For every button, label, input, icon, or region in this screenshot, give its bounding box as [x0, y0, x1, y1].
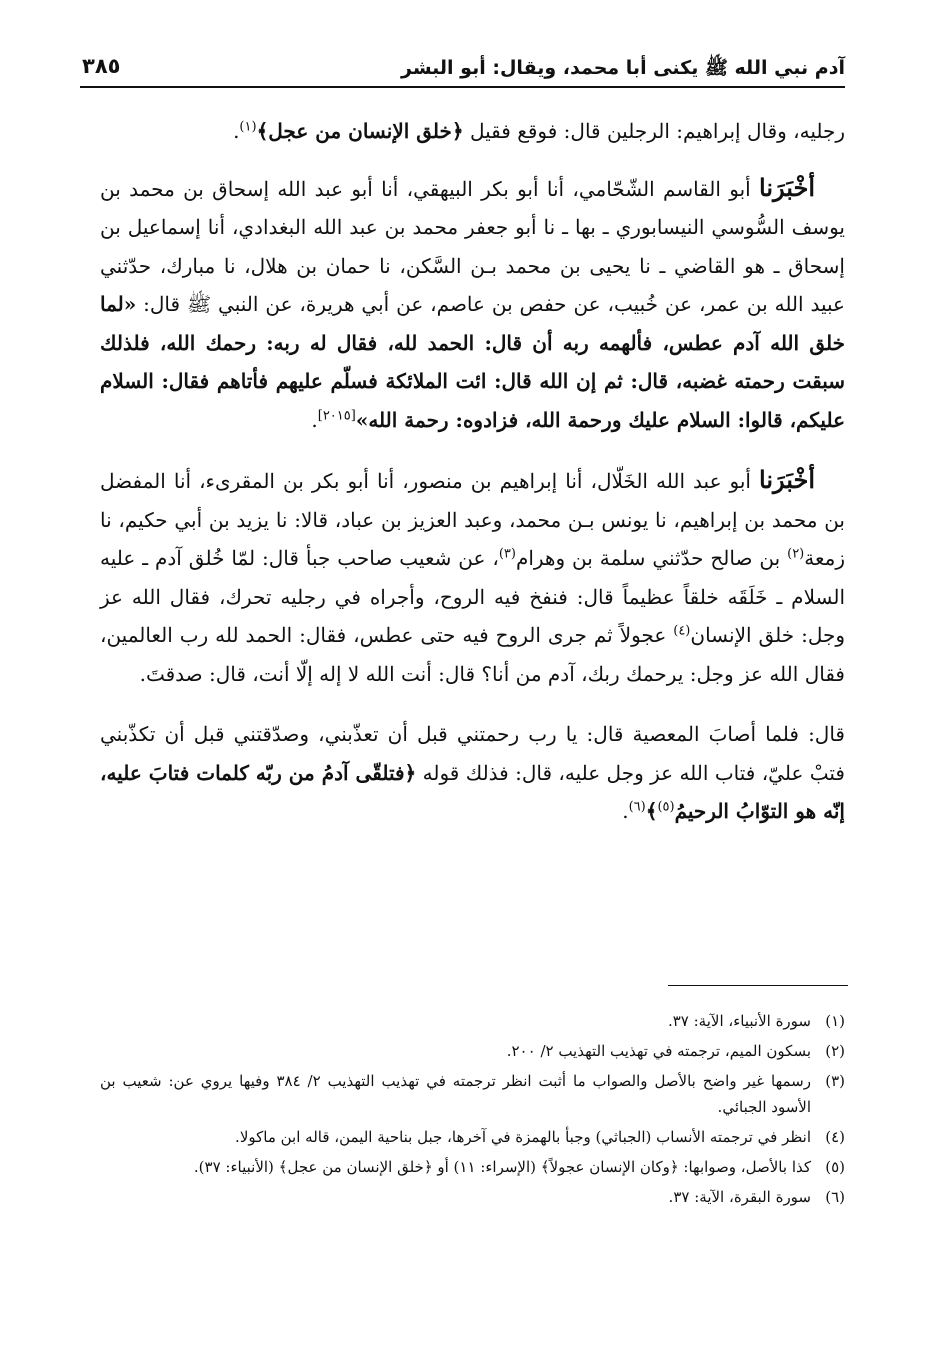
footnote-text: انظر في ترجمته الأنساب (الجباثي) وجبأ بالهمزة في آخرها، جبل بناحية اليمن، قاله ابن ماكولا. [235, 1128, 811, 1146]
paragraph-end: . [311, 407, 318, 432]
footnote-number: (٢) [825, 1042, 845, 1060]
quran-quote: ﴿خلق الإنسان من عجل﴾ [256, 119, 464, 143]
footnote-text: سورة الأنبياء، الآية: ٣٧. [667, 1012, 811, 1030]
paragraph-closing [100, 715, 845, 831]
quran-quote-close: ﴾ [645, 799, 658, 823]
paragraph-text: رجليه، وقال إبراهيم: الرجلين قال: فوقع فقيل [463, 119, 845, 143]
paragraph-hadith-2 [100, 461, 845, 693]
footnote-text: سورة البقرة، الآية: ٣٧. [668, 1188, 811, 1206]
running-title: آدم نبي الله ﷺ يكنى أبا محمد، ويقال: أبو البشر [401, 57, 845, 79]
page-number: ٣٨٥ [82, 54, 121, 78]
footnote [100, 1124, 845, 1150]
isnad-text: أبو عبد الله الخَلّال، أنا إبراهيم بن منصور، أنا أبو بكر بن المقرىء، أنا المفضل بن محمد بن إبراهيم، نا يونس بـن محمد، وعبد العزيز بن عباد، قالا: نا يزيد بن أبي حكيم، نا زمعة [100, 469, 845, 570]
hadith-number: [٢٠١٥] [317, 407, 356, 423]
footnote-ref-3: (٣) [498, 546, 516, 562]
paragraph-lead-word: أخْبَرَنا [759, 172, 815, 202]
footnote-number: (٤) [825, 1128, 845, 1146]
paragraph-lead-word: أخْبَرَنا [759, 465, 815, 494]
footnote-text: رسمها غير واضح بالأصل والصواب ما أثبت انظر ترجمته في تهذيب التهذيب ٢/ ٣٨٤ وفيها يروي عن: شعيب بن الأسود الجبائي. [100, 1072, 811, 1116]
footnote-ref-2: (٢) [787, 546, 805, 562]
main-text [100, 112, 845, 831]
footnote [100, 1184, 845, 1210]
narration-text: قال: فلما أصابَ المعصية قال: يا رب رحمتني قبل أن تعذّبني، وصدّقتني قبل أن تكذّبني فتبْ عليّ، فتاب الله عز وجل عليه، قال: فذلك قوله [100, 722, 845, 785]
footnote-ref-1: (١) [239, 119, 257, 135]
header-rule [80, 86, 845, 88]
isnad-text: بن صالح حدّثني سلمة بن وهرام [515, 546, 788, 570]
paragraph-continuation [100, 112, 845, 151]
footnote [100, 1068, 845, 1120]
page-header [82, 52, 845, 82]
footnotes [100, 1008, 845, 1214]
footnote [100, 1008, 845, 1034]
footnote-ref-4: (٤) [673, 623, 691, 639]
narration-text: عجولاً ثم جرى الروح فيه حتى عطس، فقال: الحمد لله رب العالمين، فقال الله عز وجل: يرحمك ربك، آدم من أنا؟ قال: أنت الله لا إله إلّا أنت، قال: صدقتَ. [100, 623, 845, 686]
paragraph-end: . [233, 119, 240, 143]
footnote [100, 1154, 845, 1180]
footnote-number: (٥) [825, 1158, 845, 1176]
isnad-text: أبو القاسم الشّحّامي، أنا أبو بكر البيهقي، أنا أبو عبد الله إسحاق بن محمد بن يوسف السُّوسي النيسابوري ـ بها ـ نا أبو جعفر محمد بن عبد الله البغدادي، أنا إسماعيل بن إسحاق ـ هو القاضي ـ نا يحيى بن محمد بـن السَّكن، نا حمان بن هلال، نا مبارك، حدّثني عبيد الله بن عمر، عن خُبيب، عن حفص بن عاصم، عن أبي هريرة، عن النبي ﷺ قال: [100, 176, 845, 316]
footnote-separator [668, 985, 848, 986]
paragraph-hadith-1 [100, 169, 845, 440]
footnote-number: (١) [825, 1012, 845, 1030]
footnote-ref-6: (٦) [628, 799, 646, 815]
narration-text: ، عن شعيب صاحب جبأ قال: لمّا خُلق آدم ـ عليه السلام ـ خَلَقَه خلقاً عظيماً قال: فنفخ فيه الروح، وأجراه في رجليه تحرك، فقال الله عز وجل: خلق الإنسان [100, 546, 846, 647]
hadith-text: «لما خلق الله آدم عطس، فألهمه ربه أن قال: الحمد لله، فقال له ربه: رحمك الله، فلذلك سبقت رحمته غضبه، قال: ثم إن الله قال: ائت الملائكة فسلّم عليهم فأتاهم فقال: السلام عليكم، قالوا: السلام عليك ورحمة الله، فزادوه: رحمة الله» [100, 292, 846, 432]
footnote-ref-5: (٥) [657, 799, 675, 815]
quran-quote: ﴿فتلقّى آدمُ من ربّه كلمات فتابَ عليه، إنّه هو التوّابُ الرحيمُ [100, 760, 845, 823]
footnote [100, 1038, 845, 1064]
footnote-text: كذا بالأصل، وصوابها: ﴿وكان الإنسان عجولاً﴾ (الإسراء: ١١) أو ﴿خلق الإنسان من عجل﴾ (الأنبياء: ٣٧). [193, 1158, 811, 1176]
paragraph-end: . [622, 799, 629, 823]
footnote-number: (٦) [825, 1188, 845, 1206]
footnote-text: بسكون الميم، ترجمته في تهذيب التهذيب ٢/ ٢٠٠. [506, 1042, 811, 1060]
footnote-number: (٣) [825, 1072, 845, 1090]
